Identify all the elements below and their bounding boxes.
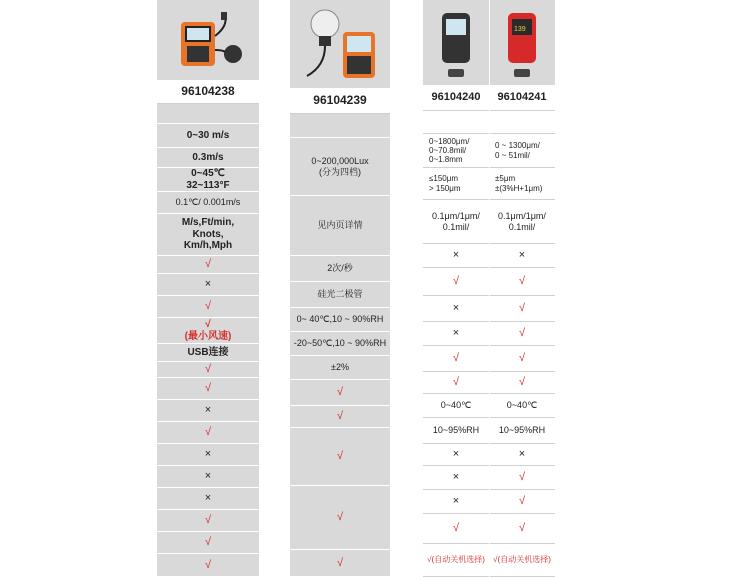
col3-row-3: 0.1μm/1μm/ 0.1mil/: [423, 200, 489, 244]
col1-row-5: M/s,Ft/min, Knots, Km/h,Mph: [157, 214, 259, 256]
col4-row-8: √: [489, 346, 555, 372]
col3-row-8: √: [423, 346, 489, 372]
col4-row-4: ×: [489, 244, 555, 268]
col1-row-18: √: [157, 510, 259, 532]
col2-row-9: √: [290, 406, 390, 428]
col4-row-13: √: [489, 466, 555, 490]
model-number: 96104239: [290, 88, 390, 114]
col4-row-11: 10~95%RH: [489, 418, 555, 444]
col4-row-1: 0 ~ 1300μm/ 0 ~ 51mil/: [489, 134, 555, 168]
col1-row-16: ×: [157, 466, 259, 488]
col4-row-6: √: [489, 296, 555, 322]
col1-row-13: ×: [157, 400, 259, 422]
col3-row-0: [423, 111, 489, 134]
col4-row-14: √: [489, 490, 555, 514]
col2-row-11: √: [290, 486, 390, 550]
col1-row-6: √: [157, 256, 259, 274]
col3-row-10: 0~40℃: [423, 394, 489, 418]
col1-row-2: 0.3m/s: [157, 148, 259, 168]
coating-gauge-red-icon: [489, 4, 555, 84]
col3-row-16: √(自动关机选择): [423, 544, 489, 577]
col3-row-4: ×: [423, 244, 489, 268]
col2-row-5: 0~ 40℃,10 ~ 90%RH: [290, 308, 390, 332]
col1-row-3: 0~45℃ 32~113°F: [157, 168, 259, 192]
col1-row-7: ×: [157, 274, 259, 296]
col4-row-3: 0.1μm/1μm/ 0.1mil/: [489, 200, 555, 244]
col1-row-4: 0.1℃/ 0.001m/s: [157, 192, 259, 214]
col1-row-9: √ (最小风速): [157, 318, 259, 344]
col1-row-14: √: [157, 422, 259, 444]
col1-row-12: √: [157, 378, 259, 400]
col4-row-12: ×: [489, 444, 555, 466]
anemometer-device-icon: [157, 4, 259, 78]
model-number: 96104241: [489, 85, 555, 111]
col2-row-4: 硅光二极管: [290, 282, 390, 308]
column-96104241: [489, 0, 555, 577]
col4-row-16: √(自动关机选择): [489, 544, 555, 577]
lux-meter-device-icon: [290, 4, 390, 88]
col3-row-15: √: [423, 514, 489, 544]
column-96104240: [423, 0, 489, 577]
col2-row-12: √: [290, 550, 390, 577]
col4-row-5: √: [489, 268, 555, 296]
column-96104239: [290, 0, 390, 577]
col2-row-7: ±2%: [290, 356, 390, 380]
col1-row-17: ×: [157, 488, 259, 510]
col4-row-0: [489, 111, 555, 134]
col3-row-2: ≤150μm > 150μm: [423, 168, 489, 200]
col3-row-1: 0~1800μm/ 0~70.8mil/ 0~1.8mm: [423, 134, 489, 168]
column-96104238: [157, 0, 259, 577]
col2-row-3: 2次/秒: [290, 256, 390, 282]
col2-row-2: 见内页详情: [290, 196, 390, 256]
col1-row-0: [157, 104, 259, 124]
col2-row-10: √: [290, 428, 390, 486]
svg-text:139: 139: [514, 26, 526, 33]
col4-row-7: √: [489, 322, 555, 346]
col3-row-11: 10~95%RH: [423, 418, 489, 444]
model-number: 96104238: [157, 80, 259, 104]
col1-row-8: √: [157, 296, 259, 318]
col3-row-5: √: [423, 268, 489, 296]
col1-row-20: √: [157, 554, 259, 577]
coating-gauge-icon: [423, 4, 489, 84]
column-divider: [489, 0, 490, 577]
col3-row-14: ×: [423, 490, 489, 514]
col2-row-8: √: [290, 380, 390, 406]
col4-row-9: √: [489, 372, 555, 394]
col4-row-10: 0~40℃: [489, 394, 555, 418]
col2-row-1: 0~200,000Lux (分为四档): [290, 138, 390, 196]
col2-row-0: [290, 114, 390, 138]
col1-row-19: √: [157, 532, 259, 554]
col1-row-10: USB连接: [157, 344, 259, 362]
col1-row-1: 0~30 m/s: [157, 124, 259, 148]
col1-row-15: ×: [157, 444, 259, 466]
col4-row-15: √: [489, 514, 555, 544]
col3-row-12: ×: [423, 444, 489, 466]
col2-row-6: -20~50℃,10 ~ 90%RH: [290, 332, 390, 356]
col3-row-7: ×: [423, 322, 489, 346]
col1-row-11: √: [157, 362, 259, 378]
model-number: 96104240: [423, 85, 489, 111]
col3-row-9: √: [423, 372, 489, 394]
col4-row-2: ±5μm ±(3%H+1μm): [489, 168, 555, 200]
col3-row-6: ×: [423, 296, 489, 322]
col3-row-13: ×: [423, 466, 489, 490]
